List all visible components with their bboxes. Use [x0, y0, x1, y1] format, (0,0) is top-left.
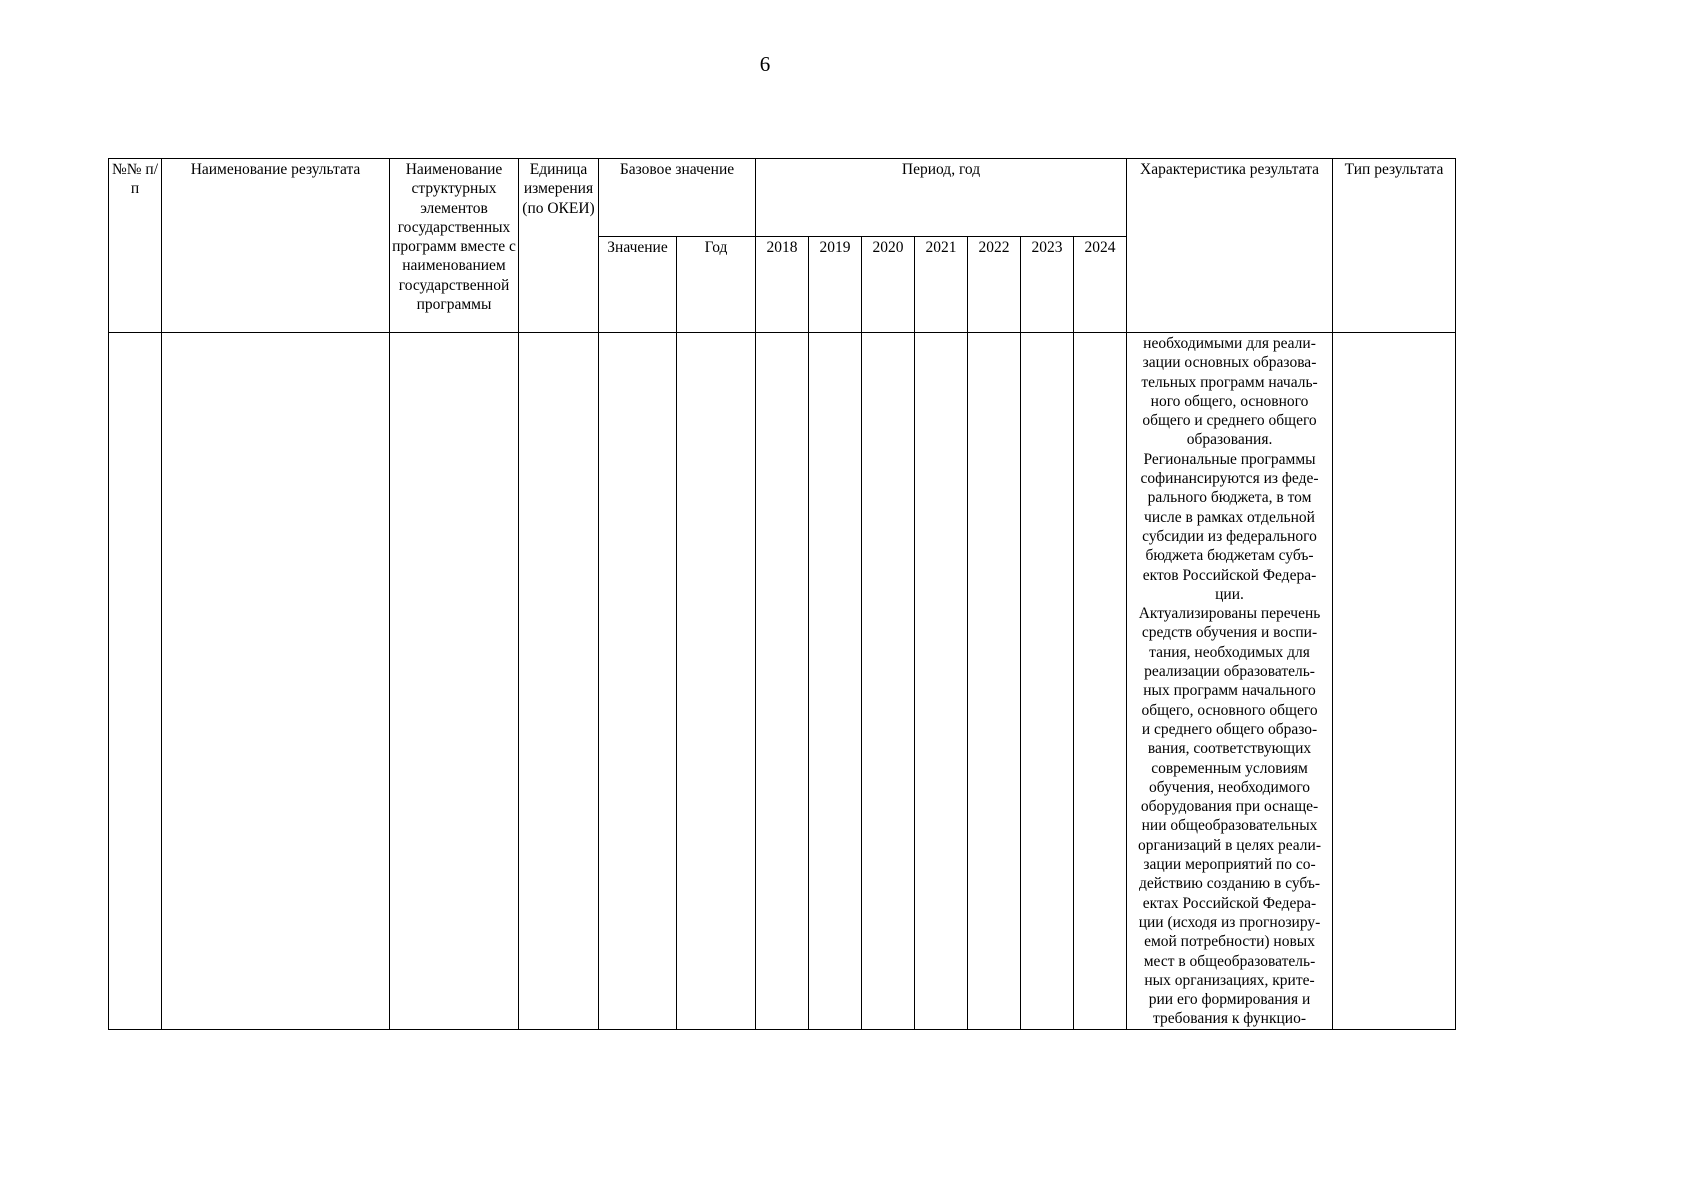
header-result-name: Наименование результата: [162, 159, 390, 333]
cell-unit: [519, 333, 599, 1030]
header-structural-elements: Наименование структурных элементов государственных программ вместе с наименованием государственной программы: [390, 159, 519, 333]
characteristic-line: средств обучения и воспи-: [1141, 624, 1318, 642]
header-value: Значение: [599, 237, 677, 333]
characteristic-line: требования к функцио-: [1153, 1010, 1306, 1028]
header-period: Период, год: [756, 159, 1127, 237]
characteristic-line: рии его формирования и: [1148, 991, 1311, 1009]
header-unit: Единица измерения (по ОКЕИ): [519, 159, 599, 333]
header-result-type: Тип результата: [1333, 159, 1456, 333]
characteristic-line: общего и среднего общего: [1142, 412, 1317, 430]
characteristic-line: ных организациях, крите-: [1144, 971, 1315, 989]
characteristic-line: рального бюджета, в том: [1147, 489, 1312, 507]
header-year-2021: 2021: [915, 237, 968, 333]
header-num: №№ п/п: [109, 159, 162, 333]
page-number: 6: [759, 52, 771, 76]
characteristic-line: оборудования при оснаще-: [1140, 798, 1319, 816]
characteristic-line: ции.: [1215, 585, 1244, 603]
cell-characteristic: [1127, 333, 1333, 1030]
characteristic-line: организаций в целях реали-: [1138, 836, 1321, 854]
cell-2022: [968, 333, 1021, 1030]
header-year-2022: 2022: [968, 237, 1021, 333]
characteristic-line: Актуализированы перечень: [1138, 605, 1321, 623]
header-year-2019: 2019: [809, 237, 862, 333]
characteristic-line: обучения, необходимого: [1148, 778, 1311, 796]
cell-year: [677, 333, 756, 1030]
results-table: [108, 158, 1456, 1030]
header-year-2024: 2024: [1074, 237, 1127, 333]
characteristic-line: Региональные программы: [1143, 450, 1316, 468]
header-year-2018: 2018: [756, 237, 809, 333]
table-row: [109, 333, 1456, 1030]
cell-2021: [915, 333, 968, 1030]
header-base-value: Базовое значение: [599, 159, 756, 237]
characteristic-line: ции (исходя из прогнозиру-: [1138, 913, 1321, 931]
cell-structural-elements: [390, 333, 519, 1030]
characteristic-line: бюджета бюджетам субъ-: [1145, 547, 1314, 565]
characteristic-line: софинансируются из феде-: [1140, 470, 1319, 488]
header-characteristic: Характеристика результата: [1127, 159, 1333, 333]
cell-result-type: [1333, 333, 1456, 1030]
cell-2024: [1074, 333, 1127, 1030]
characteristic-line: реализации образователь-: [1144, 663, 1315, 681]
cell-2019: [809, 333, 862, 1030]
characteristic-line: современным условиям: [1151, 759, 1308, 777]
characteristic-line: действию созданию в субъ-: [1138, 875, 1321, 893]
cell-value: [599, 333, 677, 1030]
characteristic-line: образования.: [1186, 431, 1273, 449]
characteristic-line: ектах Российской Федера-: [1142, 894, 1317, 912]
characteristic-line: зации мероприятий по со-: [1143, 856, 1316, 874]
header-year-2020: 2020: [862, 237, 915, 333]
header-row-1: [109, 159, 1456, 237]
cell-2020: [862, 333, 915, 1030]
characteristic-line: общего, основного общего: [1141, 701, 1318, 719]
characteristic-line: вания, соответствующих: [1147, 740, 1312, 758]
characteristic-line: емой потребности) новых: [1144, 933, 1315, 951]
header-year: Год: [677, 237, 756, 333]
characteristic-line: ного общего, основного: [1150, 392, 1309, 410]
characteristic-line: необходимыми для реали-: [1143, 335, 1316, 352]
characteristic-line: нии общеобразовательных: [1141, 817, 1318, 835]
characteristic-line: тания, необходимых для: [1149, 643, 1310, 661]
characteristic-line: зации основных образова-: [1142, 354, 1317, 372]
characteristic-line: и среднего общего образо-: [1141, 720, 1318, 738]
cell-2018: [756, 333, 809, 1030]
cell-2023: [1021, 333, 1074, 1030]
characteristic-line: ных программ начального: [1143, 682, 1316, 700]
characteristic-line: мест в общеобразователь-: [1143, 952, 1316, 970]
characteristic-line: числе в рамках отдельной: [1144, 508, 1315, 526]
characteristic-line: тельных программ началь-: [1141, 373, 1318, 391]
cell-result-name: [162, 333, 390, 1030]
characteristic-line: субсидии из федерального: [1142, 527, 1317, 545]
cell-num: [109, 333, 162, 1030]
header-year-2023: 2023: [1021, 237, 1074, 333]
characteristic-line: ектов Российской Федера-: [1142, 566, 1317, 584]
